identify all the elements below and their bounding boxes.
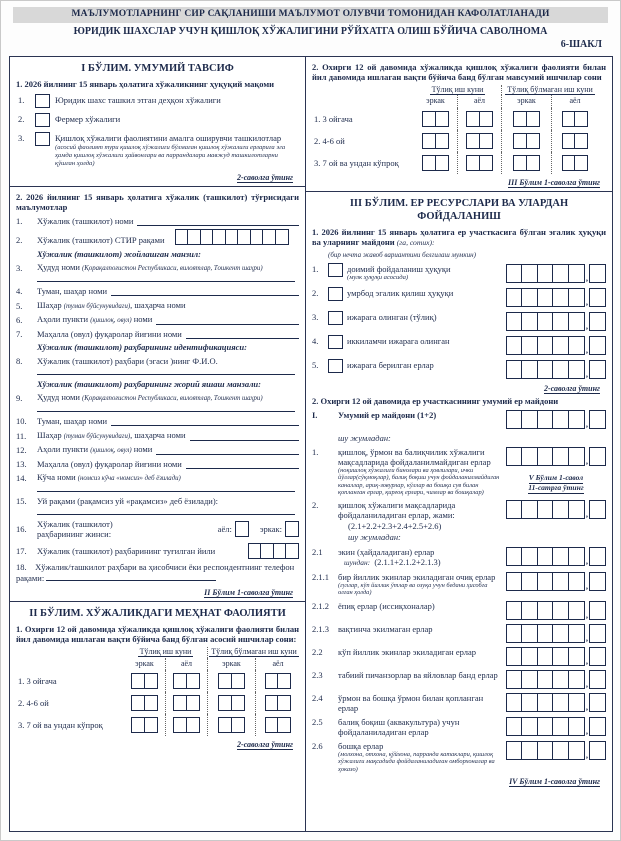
s2-q1-text: 1. Охирги 12 ой давомида хўжаликда қишлоқ хўжалиги фаолияти билан йил давомида ишлаган вақти бўйича банд бўлган асосий ишчилар сони: (16, 624, 299, 645)
area-boxes[interactable]: , (506, 360, 606, 379)
multi-answer-note: (бир нечта жавоб вариантини белгилаш мумкин) (328, 251, 476, 260)
s3-q2-text: 2. Охирги 12 ой давомида ер участкасининг умумий ер майдони (312, 395, 559, 406)
count-boxes[interactable] (422, 155, 449, 171)
count-boxes[interactable] (131, 695, 158, 711)
section-1-q2 (10, 187, 305, 601)
district-line[interactable] (111, 286, 299, 296)
field-head-fio: 8. Хўжалик (ташкилот) раҳбари (эгаси )нинг Ф.И.О. (16, 355, 218, 366)
row-label-upto3: 1. 3 ойгача (18, 676, 57, 687)
col-female: аёл (166, 658, 208, 670)
count-boxes[interactable] (265, 673, 292, 689)
row-arable: 2.1 экин (ҳайдаладиган) ерлар шундан: (2.1.1+2.1.2+2.1.3) , (312, 547, 606, 568)
option-label: Қишлоқ хўжалиги фаолиятини амалга оширувчи ташкилотлар (асосий фаолият тури қишлоқ хўжалиги бўлмаган қишлоқ хўжалиги ерларига эга ҳамда қишлоқ хўжалиги ҳайвонлари ва паррандалари мавжуд ташкилотларни қўшган ҳолда) (55, 133, 299, 167)
birth-year-boxes[interactable] (248, 543, 300, 559)
count-boxes[interactable] (218, 717, 245, 733)
count-boxes[interactable] (131, 673, 158, 689)
row-label-7plus: 3. 7 ой ва ундан кўпроқ (314, 157, 399, 168)
count-boxes[interactable] (218, 695, 245, 711)
row-label-upto3: 1. 3 ойгача (314, 113, 353, 124)
head-settlement-line[interactable] (156, 445, 299, 455)
option-label: Юридик шахс ташкил этган деҳқон хўжалиги (55, 95, 221, 106)
checkbox-tashkilot[interactable] (35, 132, 50, 146)
s3-q1-text: 1. 2026 йилнинг 15 январь ҳолатига ер участкасига бўлган эгалик ҳуқуқи ва уларнинг майдони (га, сотих): (312, 227, 606, 248)
col-male: эркак (124, 658, 166, 670)
goto-section-2: II Бўлим 1-саволга ўтинг (204, 587, 293, 597)
field-birth-year: 17. Хўжалик (ташкилот) раҳбарининг туғилган йили (16, 543, 299, 559)
s1-q1-text: 1. 2026 йилнинг 15 январь ҳолатига хўжаликнинг ҳуқуқий мақоми (16, 79, 275, 90)
col-male: эркак (414, 95, 458, 107)
count-boxes[interactable] (265, 695, 292, 711)
count-boxes[interactable] (218, 673, 245, 689)
group-part-day: Тўлиқ бўлмаган иш куни (211, 647, 297, 657)
left-column (10, 57, 306, 831)
row-perennial: 2.2 кўп йиллик экинлар экиладиган ерлар , (312, 647, 606, 666)
area-boxes[interactable]: , (506, 572, 606, 591)
s1-q1-option-3 (18, 133, 299, 167)
stir-boxes[interactable] (175, 229, 289, 245)
head-city-line[interactable] (190, 431, 300, 441)
area-boxes[interactable]: , (506, 410, 606, 429)
s2-q2-text: 2. Охирги 12 ой давомида хўжаликда қишлоқ хўжалиги фаолияти билан йил давомида ишлаган вақти бўйича банд бўлган мавсумий ишчилар сони (312, 62, 606, 83)
count-boxes[interactable] (562, 111, 589, 127)
s3-q1-option-4: 4. иккиламчи ижарага олинган , (312, 336, 606, 355)
area-boxes[interactable]: , (506, 264, 606, 283)
field-street: 14. Кўча номи (номсиз кўча «номсиз» деб ёзилади) (16, 472, 181, 484)
group-full-day: Тўлиқ иш куни (414, 85, 502, 95)
section-2 (10, 602, 305, 831)
row-fallow: 2.1.3 вақтинча экилмаган ерлар , (312, 624, 606, 643)
group-part-day: Тўлиқ бўлмаган иш куни (507, 85, 593, 95)
section-3 (306, 192, 612, 831)
row-other-land: 2.6 бошқа ерлар (молхона, отхона, қўйхона, парранда катаклари, қишлоқ хўжалиги мақсадида фойдаланиладиган омборхоналар ва ҳоказо) , (312, 741, 606, 773)
head-mahalla-line[interactable] (186, 459, 299, 469)
region-hint: (Қорақалпоғистон Республикаси, вилоятлар, Тошкент шаҳри) (82, 265, 263, 273)
goto-section-5: V Бўлим 1-савол 11-сатрга ўтинг (528, 472, 584, 492)
count-boxes[interactable] (513, 155, 540, 171)
option-number: 1. (18, 95, 25, 106)
goto-section-4: IV Бўлим 1-саволга ўтинг (509, 776, 600, 786)
s1-q1-option-2 (18, 114, 299, 127)
field-org-name: 1. Хўжалик (ташкилот) номи (16, 216, 299, 226)
option-note: (асосий фаолият тури қишлоқ хўжалиги бўлмаган қишлоқ хўжалиги ерларига эга ҳамда қишлоқ хўжалиги ҳайвонлари ва паррандалари мавжуд ташкилотларни қўшган ҳолда) (55, 144, 286, 167)
form-number: 6-ШАКЛ (560, 39, 602, 50)
workers-table-main (18, 647, 299, 736)
row-agri-land: 2. қишлоқ хўжалиги мақсадларида фойдаланиладиган ерлар, жами: (2.1+2.2+2.3+2.4+2.5+2.6) шу жумладан: , (312, 500, 606, 543)
house-line[interactable] (37, 506, 295, 515)
mahalla-line[interactable] (186, 329, 299, 339)
checkbox-dehqon[interactable] (35, 94, 50, 108)
field-head-settlement: 12. Аҳоли пункти (қишлоқ, овул) номи (16, 444, 299, 455)
field-district: 4. Туман, шаҳар номи (16, 286, 299, 296)
right-column (306, 57, 612, 831)
confidentiality-banner: МАЪЛУМОТЛАРНИНГ СИР САҚЛАНИШИ МАЪЛУМОТ ОЛУВЧИ ТОМОНИДАН КАФОЛАТЛАНАДИ (13, 7, 608, 23)
area-boxes[interactable]: , (506, 693, 606, 712)
female-box[interactable] (235, 521, 249, 537)
area-boxes[interactable]: , (506, 312, 606, 331)
row-note: (ноқишлоқ хўжалиги бинолари ва ҳовлилари, ички йўллар(сўқмоқлар), балиқ боқиш учун фойдаланилмайдиган каналлар, ариқ-зовурлар, кўллар ва бошқа сув билан қопланган ерлар, қирғоқ ерлари, чимлар ва бошқалар) (338, 466, 500, 496)
s1-q1-option-1 (18, 95, 299, 108)
field-head-city: 11. Шаҳар (туман бўйсунувидаги), шаҳарча номи (16, 430, 299, 441)
male-box[interactable] (285, 521, 299, 537)
count-boxes[interactable] (173, 717, 200, 733)
including-note: шу жумладан: (348, 532, 401, 543)
workers-table-seasonal (314, 85, 606, 174)
area-boxes[interactable]: , (506, 624, 606, 643)
section-1 (10, 57, 305, 186)
option-number: 3. (18, 133, 25, 144)
field-phone: 18. Хўжалик/ташкилот раҳбари ва ҳисобчиси ёки респондентнинг телефон рақами: (16, 562, 295, 584)
count-boxes[interactable] (466, 133, 493, 149)
org-name-line[interactable] (137, 216, 299, 226)
area-boxes[interactable]: , (506, 288, 606, 307)
count-boxes[interactable] (513, 111, 540, 127)
checkbox-leased-out[interactable] (328, 359, 343, 373)
unit-hint: (га, сотих): (396, 238, 435, 248)
row-greenhouse: 2.1.2 ёпиқ ерлар (иссиқхоналар) , (312, 601, 606, 620)
option-label: Фермер хўжалиги (55, 114, 121, 125)
checkbox-lifetime[interactable] (328, 287, 343, 301)
row-label-7plus: 3. 7 ой ва ундан кўпроқ (18, 720, 103, 731)
area-boxes[interactable]: , (506, 601, 606, 620)
count-boxes[interactable] (265, 717, 292, 733)
area-boxes[interactable]: , (506, 447, 606, 466)
col-male: эркак (208, 658, 256, 670)
goto-section-3: III Бўлим 1-саволга ўтинг (508, 177, 600, 187)
option-note: (мулк ҳуқуқи асосида) (347, 274, 409, 282)
count-boxes[interactable] (562, 133, 589, 149)
col-female: аёл (272, 658, 284, 668)
field-head-region: 9. Ҳудуд номи (Қорақалпоғистон Республикаси, вилоятлар, Тошкент шаҳри) (16, 392, 263, 404)
field-gender: 16. Хўжалик (ташкилот) раҳбарининг жинси: аёл: эркак: (16, 519, 299, 539)
area-boxes[interactable]: , (506, 547, 606, 566)
field-house: 15. Уй рақами (рақамсиз уй «рақамсиз» деб ёзилади): (16, 496, 219, 507)
area-boxes[interactable]: , (506, 336, 606, 355)
phone-line[interactable] (46, 572, 216, 581)
checkbox-fermer[interactable] (35, 113, 50, 127)
field-region: 3. Ҳудуд номи (Қорақалпоғистон Республикаси, вилоятлар, Тошкент шаҳри) (16, 262, 263, 274)
field-settlement: 6. Аҳоли пункти (қишлоқ, овул) номи (16, 314, 299, 325)
formula: (2.1.1+2.1.2+2.1.3) (374, 557, 441, 568)
row-total-area: I. Умумий ер майдони (1+2) , (312, 410, 606, 429)
goto-question-2c: 2-саволга ўтинг (544, 384, 600, 394)
s3-q1-option-3: 3. ижарага олинган (тўлиқ) , (312, 312, 606, 331)
address-heading: Хўжалик (ташкилот) жойлашган манзил: (37, 248, 201, 259)
settlement-line[interactable] (156, 315, 299, 325)
row-label-4to6: 2. 4-6 ой (314, 135, 345, 146)
section-3-title: III БЎЛИМ. ЕР РЕСУРСЛАРИ ВА УЛАРДАН ФОЙДАЛАНИШ (349, 198, 569, 222)
area-boxes[interactable]: , (506, 717, 606, 736)
section-2-q2 (306, 57, 612, 191)
col-female: аёл (569, 96, 581, 106)
area-boxes[interactable]: , (506, 500, 606, 519)
field-city: 5. Шаҳар (туман бўйсунувидаги), шаҳарча номи (16, 299, 186, 311)
head-fio-line[interactable] (37, 366, 295, 375)
col-female: аёл (458, 95, 502, 107)
checkbox-rented[interactable] (328, 311, 343, 325)
row-forest: 2.4 ўрмон ва бошқа ўрмон билан қопланган ерлар , (312, 693, 606, 713)
count-boxes[interactable] (466, 111, 493, 127)
field-head-mahalla: 13. Маҳалла (овул) фуқаролар йиғини номи (16, 459, 299, 469)
option-number: 2. (18, 114, 25, 125)
count-boxes[interactable] (173, 673, 200, 689)
row-hayfields: 2.3 табиий пичанзорлар ва яйловлар банд ерлар , (312, 670, 606, 689)
s3-q1-option-2: 2. умрбод эгалик қилиш ҳуқуқи , (312, 288, 606, 307)
form-body (9, 56, 613, 832)
street-line[interactable] (37, 483, 295, 492)
male-label: эркак: (259, 524, 282, 535)
formula: (2.1+2.2+2.3+2.4+2.5+2.6) (348, 521, 442, 532)
checkbox-subleased[interactable] (328, 335, 343, 349)
checkbox-permanent-use[interactable] (328, 263, 343, 277)
ident-heading: Хўжалик (ташкилот) раҳбарининг идентификацияси: (37, 342, 247, 353)
s1-q2-text: 2. 2026 йилнинг 15 январь ҳолатига хўжалик (ташкилот) тўғрисидаги маълумотлар (16, 192, 299, 213)
including-note: шу жумладан: (338, 432, 391, 443)
goto-question-2b: 2-саволга ўтинг (237, 740, 293, 750)
section-1-title: I БЎЛИМ. УМУМИЙ ТАВСИФ (81, 63, 234, 74)
field-mahalla: 7. Маҳалла (овул) фуқаролар йиғини номи (16, 329, 299, 339)
female-label: аёл: (217, 524, 232, 535)
count-boxes[interactable] (513, 133, 540, 149)
row-note: (молхона, отхона, қўйхона, парранда катаклари, қишлоқ хўжалиги мақсадида фойдаланиладиган омборхоналар ва ҳоказо) (338, 750, 495, 773)
row-annual-open: 2.1.1 бир йиллик экинлар экиладиган очиқ ерлар (гуллар, кўп йиллик ўтлар ва озуқа учун бедани ҳисобга олган ҳолда) , (312, 572, 606, 597)
count-boxes[interactable] (466, 155, 493, 171)
area-boxes[interactable]: , (506, 741, 606, 760)
field-head-district: 10. Туман, шаҳар номи (16, 416, 299, 426)
s3-q1-option-5: 5. ижарага берилган ерлар , (312, 360, 606, 379)
area-boxes[interactable]: , (506, 647, 606, 666)
col-male: эркак (502, 95, 552, 107)
page-title: ЮРИДИК ШАХСЛАР УЧУН ҚИШЛОҚ ХЎЖАЛИГИНИ РЎЙХАТГА ОЛИШ БЎЙИЧА САВОЛНОМА (73, 26, 548, 38)
address2-heading: Хўжалик (ташкилот) раҳбарининг жорий яшаш манзали: (37, 378, 261, 389)
head-district-line[interactable] (111, 416, 299, 426)
area-boxes[interactable]: , (506, 670, 606, 689)
region-line[interactable] (37, 273, 295, 282)
goto-question-2: 2-саволга ўтинг (237, 172, 293, 182)
s3-q1-option-1: 1. доимий фойдаланиш ҳуқуқи (мулк ҳуқуқи асосида) , (312, 264, 606, 283)
count-boxes[interactable] (422, 111, 449, 127)
field-stir: 2. Хўжалик (ташкилот) СТИР рақами (16, 229, 299, 245)
count-boxes[interactable] (422, 133, 449, 149)
row-nonagri-land: 1. қишлоқ, ўрмон ва балиқчилик хўжалиги мақсадларида фойдаланилмайдиган ерлар (ноқишлоқ хўжалиги бинолари ва ҳовлилари, ички йўллар(сўқмоқлар), балиқ боқиш учун фойдаланилмайдиган каналлар, ариқ-зовурлар, кўллар ва бошқа сув билан қопланган ерлар, қирғоқ ерлари, чимлар ва бошқалар) , V Бўлим 1-савол 11-сатрга ўтинг (312, 447, 606, 496)
row-note: (гуллар, кўп йиллик ўтлар ва озуқа учун бедани ҳисобга олган ҳолда) (338, 582, 488, 597)
group-full-day: Тўлиқ иш куни (124, 647, 208, 657)
row-label-4to6: 2. 4-6 ой (18, 698, 49, 709)
count-boxes[interactable] (562, 155, 589, 171)
count-boxes[interactable] (131, 717, 158, 733)
section-2-title: II БЎЛИМ. ХЎЖАЛИКДАГИ МЕҲНАТ ФАОЛИЯТИ (29, 607, 286, 619)
count-boxes[interactable] (173, 695, 200, 711)
head-region-line[interactable] (37, 403, 295, 412)
row-aquaculture: 2.5 балиқ боқиш (аквакультура) учун фойдаланиладиган ерлар , (312, 717, 606, 737)
